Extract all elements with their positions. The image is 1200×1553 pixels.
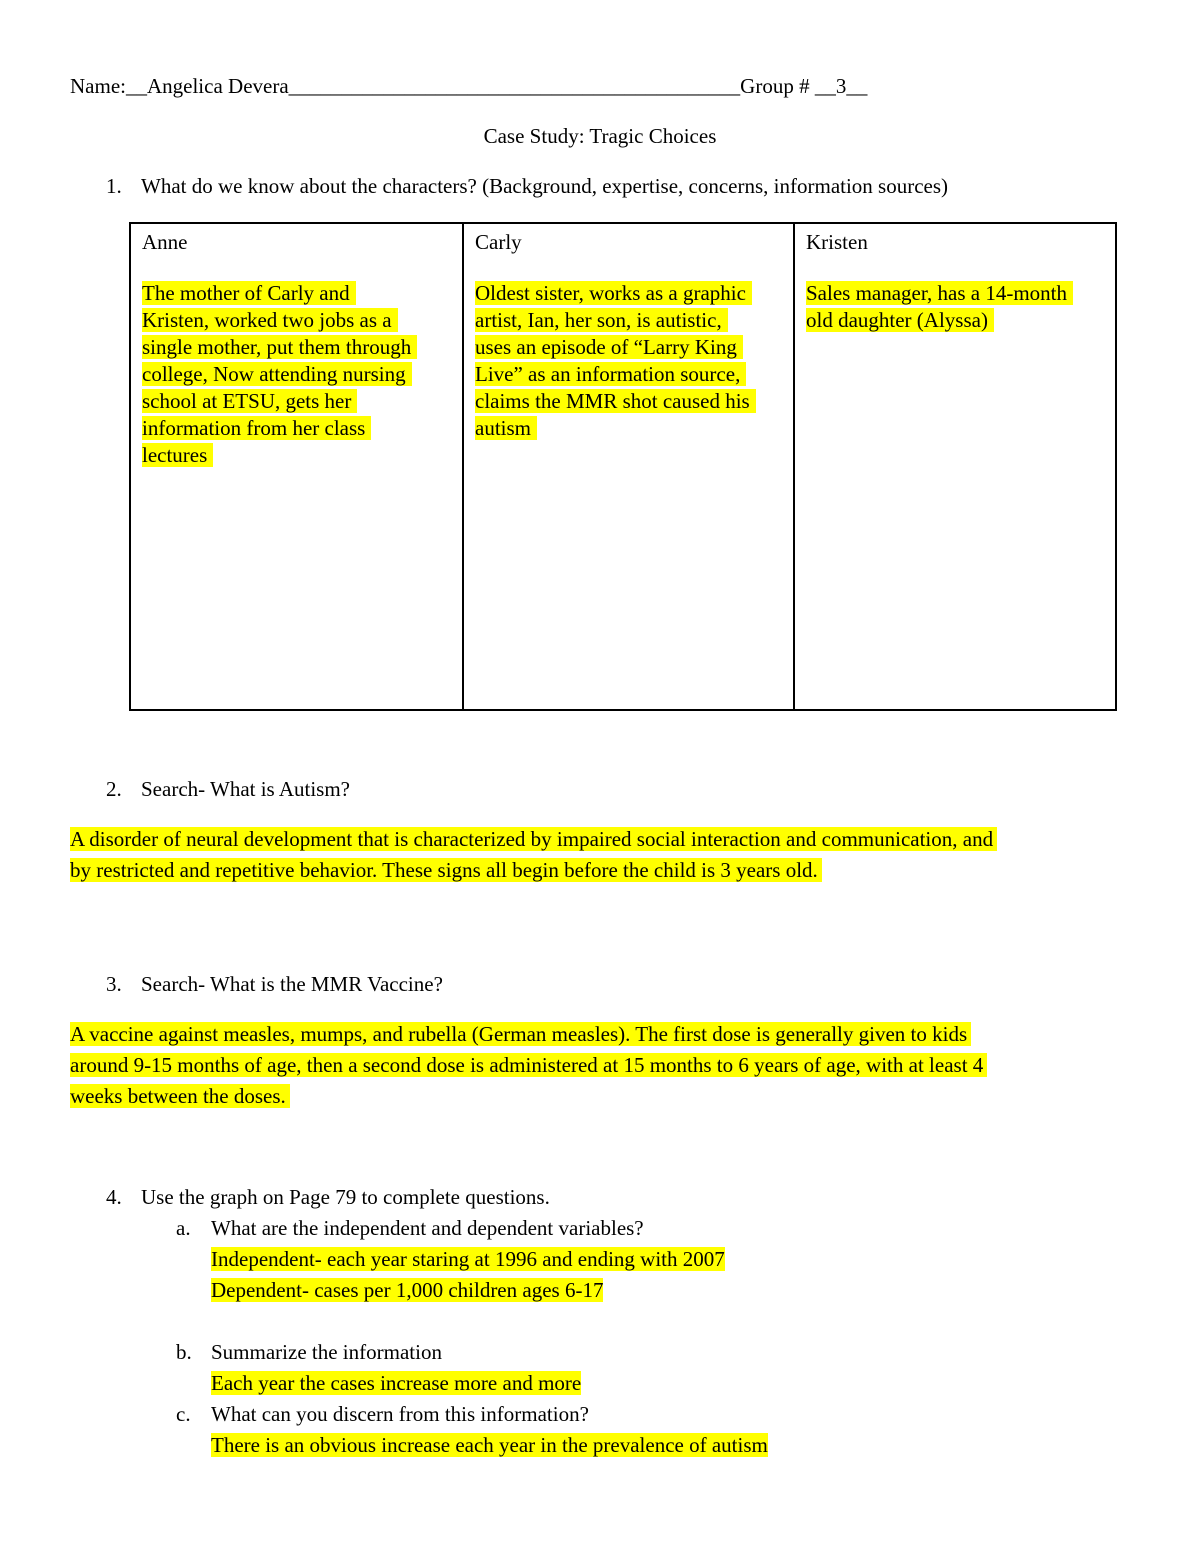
description-line: lectures (142, 443, 213, 467)
q4-number: 4. (106, 1185, 122, 1209)
answer-line: by restricted and repetitive behavior. These signs all begin before the child is 3 years old. (70, 858, 822, 882)
q4a-answer-dependent (211, 1278, 603, 1303)
name-label: Name: (70, 74, 126, 98)
table-cell-kristen (793, 224, 1115, 709)
answer-line: Each year the cases increase more and more (211, 1371, 582, 1395)
character-name: Carly (475, 230, 522, 254)
description-line: Sales manager, has a 14-month (806, 281, 1073, 305)
q4c-letter: c. (176, 1402, 191, 1426)
q1-text: What do we know about the characters? (Background, expertise, concerns, information sources) (141, 174, 949, 198)
answer-line: A vaccine against measles, mumps, and rubella (German measles). The first dose is generally given to kids (70, 1022, 971, 1046)
q1-number: 1. (106, 174, 122, 198)
q2-number: 2. (106, 777, 122, 801)
description-line: Live” as an information source, (475, 362, 746, 386)
q4a-answer-independent (211, 1247, 725, 1272)
description-line: Kristen, worked two jobs as a (142, 308, 398, 332)
q4-text: Use the graph on Page 79 to complete questions. (141, 1185, 550, 1209)
description-line: uses an episode of “Larry King (475, 335, 743, 359)
q4c-answer (211, 1433, 768, 1458)
description-line: school at ETSU, gets her (142, 389, 357, 413)
description-line: The mother of Carly and (142, 281, 356, 305)
characters-table (129, 222, 1117, 711)
character-description (142, 280, 451, 469)
description-line: autism (475, 416, 537, 440)
description-line: information from her class (142, 416, 371, 440)
page-title: Case Study: Tragic Choices (483, 124, 717, 148)
description-line: single mother, put them through (142, 335, 417, 359)
answer-line: A disorder of neural development that is characterized by impaired social interaction and communication, and (70, 827, 997, 851)
character-description (806, 280, 1104, 334)
character-description (475, 280, 782, 442)
description-line: claims the MMR shot caused his (475, 389, 756, 413)
description-line: artist, Ian, her son, is autistic, (475, 308, 728, 332)
q4a-letter: a. (176, 1216, 191, 1240)
q4b-letter: b. (176, 1340, 192, 1364)
answer-line: Independent- each year staring at 1996 and ending with 2007 (211, 1247, 725, 1271)
q3-answer (70, 1019, 1130, 1112)
q3-number: 3. (106, 972, 122, 996)
character-name: Kristen (806, 230, 868, 254)
table-cell-anne (131, 224, 462, 709)
character-name: Anne (142, 230, 188, 254)
q2-answer (70, 824, 1130, 886)
name-value: __Angelica Devera___________________________________________ (125, 74, 741, 98)
answer-line: weeks between the doses. (70, 1084, 290, 1108)
description-line: Oldest sister, works as a graphic (475, 281, 752, 305)
answer-line: around 9-15 months of age, then a second dose is administered at 15 months to 6 years of age, with at least 4 (70, 1053, 987, 1077)
group-label: Group # (740, 74, 815, 98)
description-line: old daughter (Alyssa) (806, 308, 994, 332)
description-line: college, Now attending nursing (142, 362, 412, 386)
group-value: __3__ (814, 74, 868, 98)
q4b-question: Summarize the information (211, 1340, 442, 1364)
q4b-answer (211, 1371, 581, 1396)
q4a-question: What are the independent and dependent variables? (211, 1216, 644, 1240)
answer-line: There is an obvious increase each year in the prevalence of autism (211, 1433, 768, 1457)
table-cell-carly (462, 224, 793, 709)
q2-text: Search- What is Autism? (141, 777, 350, 801)
answer-line: Dependent- cases per 1,000 children ages 6-17 (211, 1278, 604, 1302)
header-line (70, 74, 867, 99)
q3-text: Search- What is the MMR Vaccine? (141, 972, 443, 996)
q4c-question: What can you discern from this information? (211, 1402, 589, 1426)
